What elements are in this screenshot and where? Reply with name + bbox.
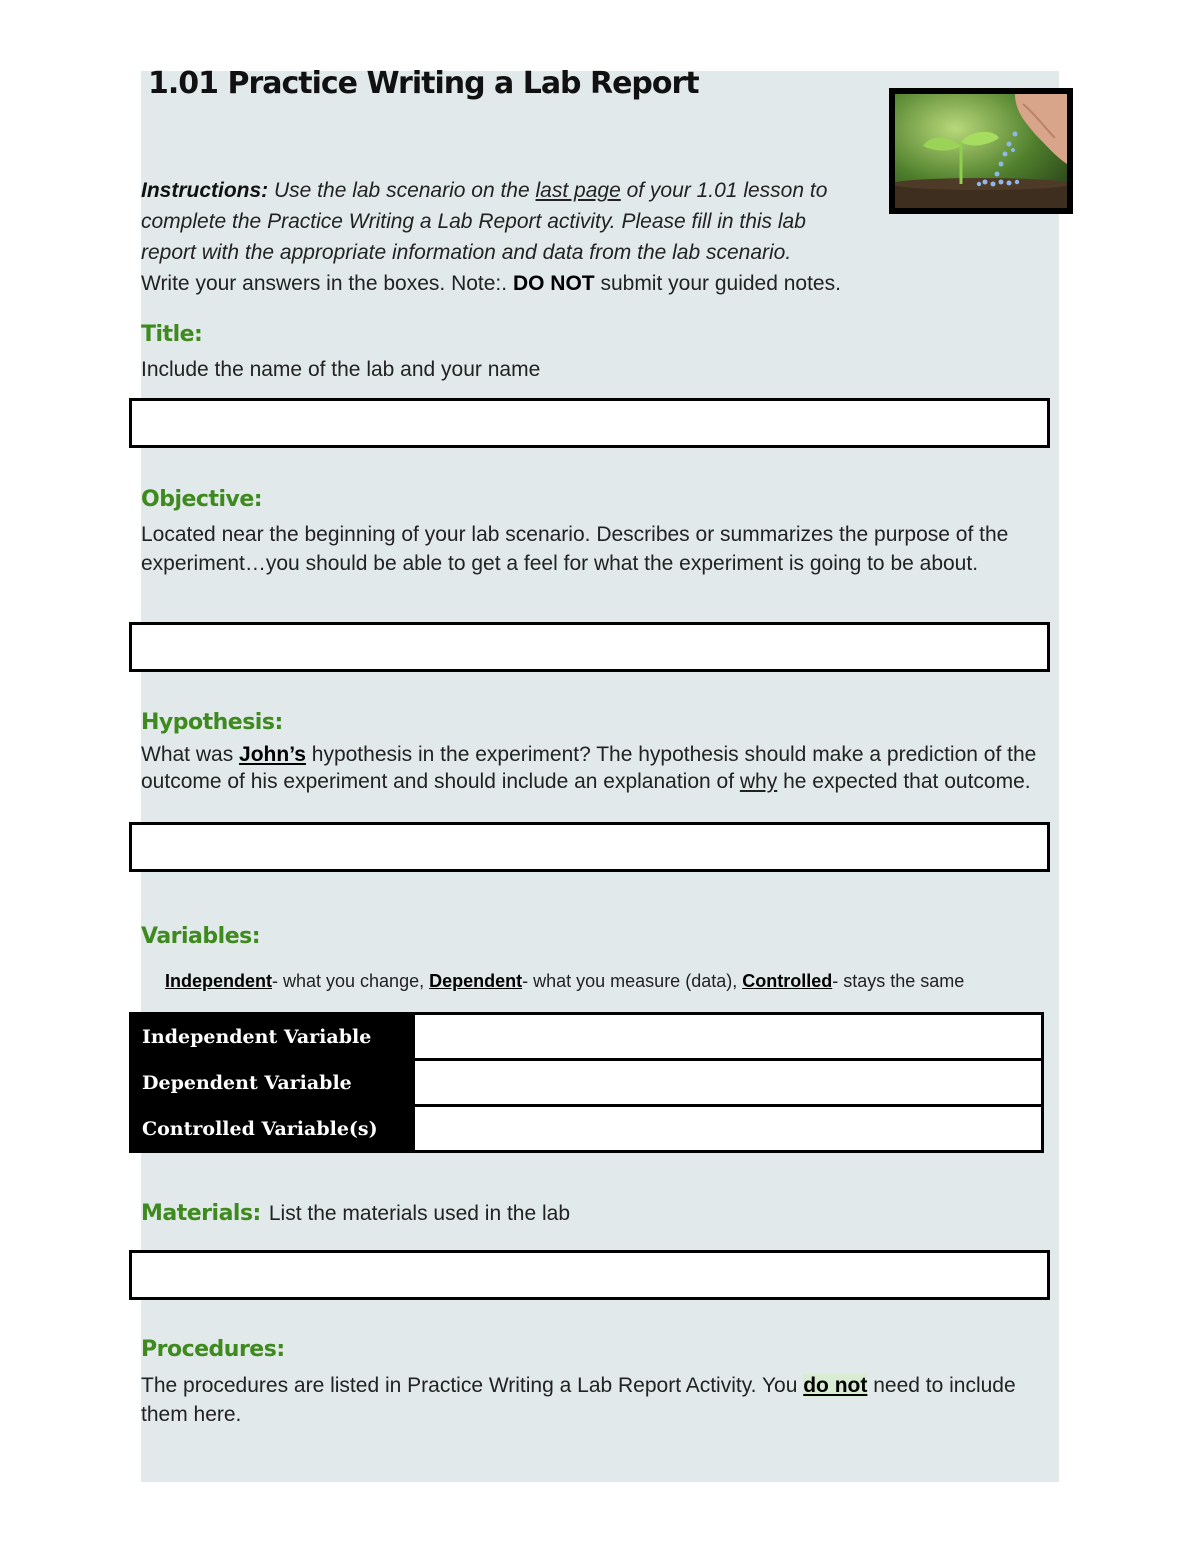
table-row [131,1014,1043,1060]
title-heading: Title: [141,322,203,347]
materials-heading: Materials: [141,1201,261,1226]
objective-description: Located near the beginning of your lab scenario. Describes or summarizes the purpose of the experiment…you should be able to get a feel for what the experiment is going to be about. [141,523,1009,575]
dependent-variable-label: Dependent Variable [131,1060,414,1106]
dependent-term: Dependent [429,971,523,991]
instructions-label: Instructions: [141,179,269,202]
instructions [141,175,1031,299]
why-underlined: why [739,770,778,793]
variables-heading: Variables: [141,924,261,949]
procedures-description [141,1371,1051,1429]
independent-term: Independent [165,971,272,991]
instructions-text-2: of your 1.01 lesson to complete the Practice Writing a Lab Report activity. Please fill in this lab report with the appropriate information and data from the lab scenario. [141,179,828,264]
variables-definitions [165,971,964,992]
objective-answer-box[interactable] [129,622,1050,672]
hypothesis-text-3: he expected that outcome. [777,770,1031,793]
procedures-text-2: need to include them here. [141,1374,1016,1426]
materials-description: List the materials used in the lab [268,1202,571,1225]
dependent-definition: - what you measure (data), [522,971,743,991]
hypothesis-text-1: What was [141,743,240,766]
independent-definition: - what you change, [272,971,430,991]
table-row [131,1106,1043,1152]
page-title: 1.01 Practice Writing a Lab Report [148,66,699,101]
instructions-note: Write your answers in the boxes. Note:. [141,272,513,295]
title-description: Include the name of the lab and your name [141,358,541,381]
instructions-note-end: submit your guided notes. [594,272,841,295]
hypothesis-answer-box[interactable] [129,822,1050,872]
procedures-heading: Procedures: [141,1337,285,1362]
dependent-variable-input[interactable] [414,1060,1043,1106]
controlled-definition: - stays the same [832,971,965,991]
variables-table [129,1012,1044,1153]
title-answer-box[interactable] [129,398,1050,448]
do-not-highlight: do not [803,1374,868,1397]
materials-header [141,1201,570,1226]
independent-variable-label: Independent Variable [131,1014,414,1060]
last-page-link[interactable]: last page [535,179,621,202]
objective-heading: Objective: [141,487,263,512]
john-name: John’s [239,743,306,766]
hypothesis-text-2: hypothesis in the experiment? The hypothesis should make a prediction of the outcome of his experiment and should include an explanation of [141,743,1037,793]
controlled-variables-label: Controlled Variable(s) [131,1106,414,1152]
independent-variable-input[interactable] [414,1014,1043,1060]
procedures-text-1: The procedures are listed in Practice Writing a Lab Report Activity. You [141,1374,804,1397]
hypothesis-description [141,741,1051,795]
table-row [131,1060,1043,1106]
controlled-term: Controlled [742,971,833,991]
materials-answer-box[interactable] [129,1250,1050,1300]
do-not-emphasis: DO NOT [512,272,595,295]
controlled-variables-input[interactable] [414,1106,1043,1152]
instructions-text-1: Use the lab scenario on the [268,179,536,202]
hypothesis-heading: Hypothesis: [141,710,283,735]
